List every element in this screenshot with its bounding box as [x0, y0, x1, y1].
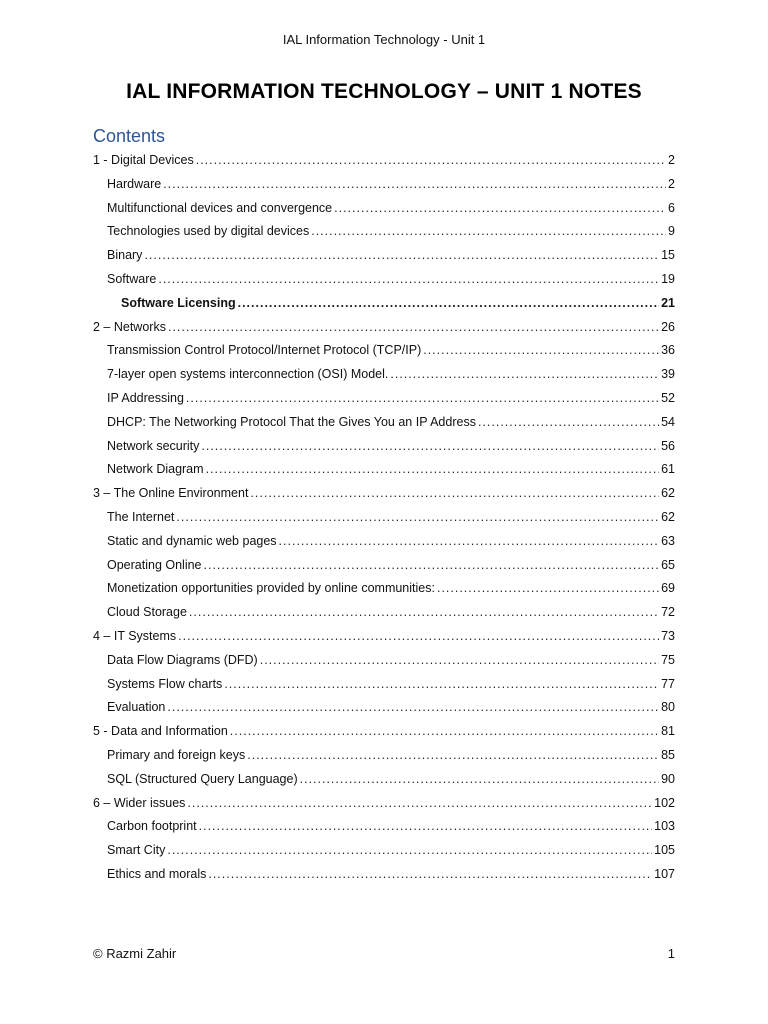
- toc-leader-dots: [187, 792, 652, 816]
- toc-entry[interactable]: [93, 744, 675, 768]
- toc-entry[interactable]: [93, 601, 675, 625]
- toc-entry-page: 90: [661, 771, 675, 786]
- toc-entry-label: Transmission Control Protocol/Internet Protocol (TCP/IP): [107, 343, 422, 358]
- toc-leader-dots: [168, 316, 659, 340]
- toc-entry-label: Hardware: [107, 176, 162, 191]
- toc-entry-page: 72: [661, 605, 675, 620]
- toc-leader-dots: [300, 768, 659, 792]
- toc-entry-label: DHCP: The Networking Protocol That the Gives You an IP Address: [107, 414, 476, 429]
- toc-entry-page: 65: [661, 557, 675, 572]
- toc-entry-label: Binary: [107, 248, 143, 263]
- toc-entry-page: 63: [661, 533, 675, 548]
- toc-entry-label: Carbon footprint: [107, 819, 197, 834]
- toc-entry-label: Multifunctional devices and convergence: [107, 200, 333, 215]
- toc-entry-label: SQL (Structured Query Language): [107, 771, 298, 786]
- toc-leader-dots: [423, 339, 659, 363]
- table-of-contents: [93, 149, 675, 887]
- toc-entry[interactable]: [93, 506, 675, 530]
- toc-entry-label: Operating Online: [107, 557, 202, 572]
- toc-entry-page: 62: [661, 486, 675, 501]
- toc-entry-label: Monetization opportunities provided by online communities:: [107, 581, 435, 596]
- toc-entry[interactable]: [93, 792, 675, 816]
- toc-leader-dots: [186, 387, 659, 411]
- toc-leader-dots: [163, 173, 666, 197]
- toc-leader-dots: [178, 625, 659, 649]
- toc-leader-dots: [201, 435, 659, 459]
- toc-entry-label: The Internet: [107, 509, 175, 524]
- toc-entry-page: 26: [661, 319, 675, 334]
- toc-entry[interactable]: [93, 339, 675, 363]
- toc-entry-page: 6: [668, 200, 675, 215]
- toc-entry-page: 9: [668, 224, 675, 239]
- toc-entry-label: Smart City: [107, 843, 166, 858]
- toc-entry-page: 85: [661, 747, 675, 762]
- toc-entry-page: 80: [661, 700, 675, 715]
- toc-entry-page: 52: [661, 390, 675, 405]
- toc-leader-dots: [196, 149, 666, 173]
- toc-entry[interactable]: [93, 244, 675, 268]
- toc-entry-label: 7-layer open systems interconnection (OSI) Model.: [107, 367, 389, 382]
- toc-entry-page: 73: [661, 628, 675, 643]
- toc-entry[interactable]: [93, 696, 675, 720]
- toc-entry[interactable]: [93, 839, 675, 863]
- toc-leader-dots: [144, 244, 659, 268]
- toc-entry[interactable]: [93, 720, 675, 744]
- toc-leader-dots: [230, 720, 659, 744]
- toc-entry[interactable]: [93, 482, 675, 506]
- toc-leader-dots: [238, 292, 659, 316]
- toc-entry-page: 21: [661, 295, 675, 310]
- toc-entry-page: 61: [661, 462, 675, 477]
- toc-entry-label: Technologies used by digital devices: [107, 224, 310, 239]
- toc-entry-label: Ethics and morals: [107, 866, 207, 881]
- toc-leader-dots: [206, 458, 660, 482]
- toc-entry-page: 2: [668, 153, 675, 167]
- toc-entry-page: 77: [661, 676, 675, 691]
- toc-entry-page: 105: [654, 843, 675, 858]
- toc-entry-page: 56: [661, 438, 675, 453]
- toc-leader-dots: [334, 197, 666, 221]
- toc-entry-label: 2 – Networks: [93, 319, 166, 334]
- toc-entry-page: 19: [661, 271, 675, 286]
- toc-entry-page: 39: [661, 367, 675, 382]
- running-header: IAL Information Technology - Unit 1: [282, 32, 486, 47]
- toc-entry-label: Network Diagram: [107, 462, 204, 477]
- toc-entry-page: 2: [668, 176, 675, 191]
- toc-entry-label: Network security: [107, 438, 200, 453]
- toc-entry-page: 75: [661, 652, 675, 667]
- toc-entry-page: 107: [654, 866, 675, 881]
- toc-entry-label: Static and dynamic web pages: [107, 533, 277, 548]
- toc-entry-label: IP Addressing: [107, 390, 184, 405]
- toc-entry-label: 3 – The Online Environment: [93, 486, 249, 501]
- toc-leader-dots: [167, 696, 659, 720]
- toc-entry-label: Systems Flow charts: [107, 676, 223, 691]
- toc-entry[interactable]: [93, 387, 675, 411]
- toc-entry-page: 102: [654, 795, 675, 810]
- toc-entry[interactable]: [93, 173, 675, 197]
- document-title: IAL INFORMATION TECHNOLOGY – UNIT 1 NOTES: [126, 80, 642, 103]
- toc-entry[interactable]: [93, 363, 675, 387]
- toc-entry[interactable]: [93, 411, 675, 435]
- contents-heading: Contents: [93, 126, 166, 146]
- toc-leader-dots: [247, 744, 659, 768]
- toc-entry[interactable]: [93, 554, 675, 578]
- toc-leader-dots: [199, 815, 653, 839]
- toc-entry-label: Data Flow Diagrams (DFD): [107, 652, 258, 667]
- toc-entry[interactable]: [93, 268, 675, 292]
- toc-entry-page: 103: [654, 819, 675, 834]
- toc-entry-page: 69: [661, 581, 675, 596]
- toc-entry[interactable]: [93, 768, 675, 792]
- toc-entry-label: 1 - Digital Devices: [93, 153, 194, 167]
- toc-leader-dots: [158, 268, 659, 292]
- toc-leader-dots: [204, 554, 660, 578]
- toc-entry-label: 5 - Data and Information: [93, 724, 228, 739]
- toc-entry[interactable]: [93, 197, 675, 221]
- footer-page-number: 1: [667, 946, 675, 961]
- toc-entry[interactable]: [93, 435, 675, 459]
- toc-entry-page: 36: [661, 343, 675, 358]
- toc-leader-dots: [390, 363, 659, 387]
- toc-entry-label: 6 – Wider issues: [93, 795, 186, 810]
- toc-entry-page: 54: [661, 414, 675, 429]
- toc-leader-dots: [279, 530, 660, 554]
- toc-entry-label: Software Licensing: [121, 295, 236, 310]
- toc-entry[interactable]: [93, 625, 675, 649]
- toc-entry[interactable]: [93, 316, 675, 340]
- toc-leader-dots: [224, 673, 659, 697]
- toc-entry[interactable]: [93, 149, 675, 173]
- toc-entry[interactable]: [93, 649, 675, 673]
- toc-entry[interactable]: [93, 673, 675, 697]
- toc-entry[interactable]: [93, 220, 675, 244]
- toc-leader-dots: [478, 411, 659, 435]
- toc-entry-label: Evaluation: [107, 700, 166, 715]
- toc-entry-page: 81: [661, 724, 675, 739]
- toc-entry-label: 4 – IT Systems: [93, 628, 177, 643]
- toc-leader-dots: [208, 863, 652, 887]
- toc-entry-page: 62: [661, 509, 675, 524]
- toc-leader-dots: [250, 482, 659, 506]
- toc-leader-dots: [260, 649, 659, 673]
- toc-entry[interactable]: [93, 292, 675, 316]
- toc-entry-label: Primary and foreign keys: [107, 747, 246, 762]
- toc-entry[interactable]: [93, 458, 675, 482]
- toc-entry[interactable]: [93, 530, 675, 554]
- toc-entry-label: Cloud Storage: [107, 605, 187, 620]
- toc-leader-dots: [176, 506, 659, 530]
- footer-author: © Razmi Zahir: [93, 946, 177, 961]
- toc-leader-dots: [189, 601, 659, 625]
- toc-leader-dots: [437, 577, 659, 601]
- toc-leader-dots: [311, 220, 666, 244]
- toc-entry-page: 15: [661, 248, 675, 263]
- toc-entry[interactable]: [93, 577, 675, 601]
- toc-entry[interactable]: [93, 815, 675, 839]
- toc-entry[interactable]: [93, 863, 675, 887]
- toc-leader-dots: [167, 839, 652, 863]
- toc-entry-label: Software: [107, 271, 157, 286]
